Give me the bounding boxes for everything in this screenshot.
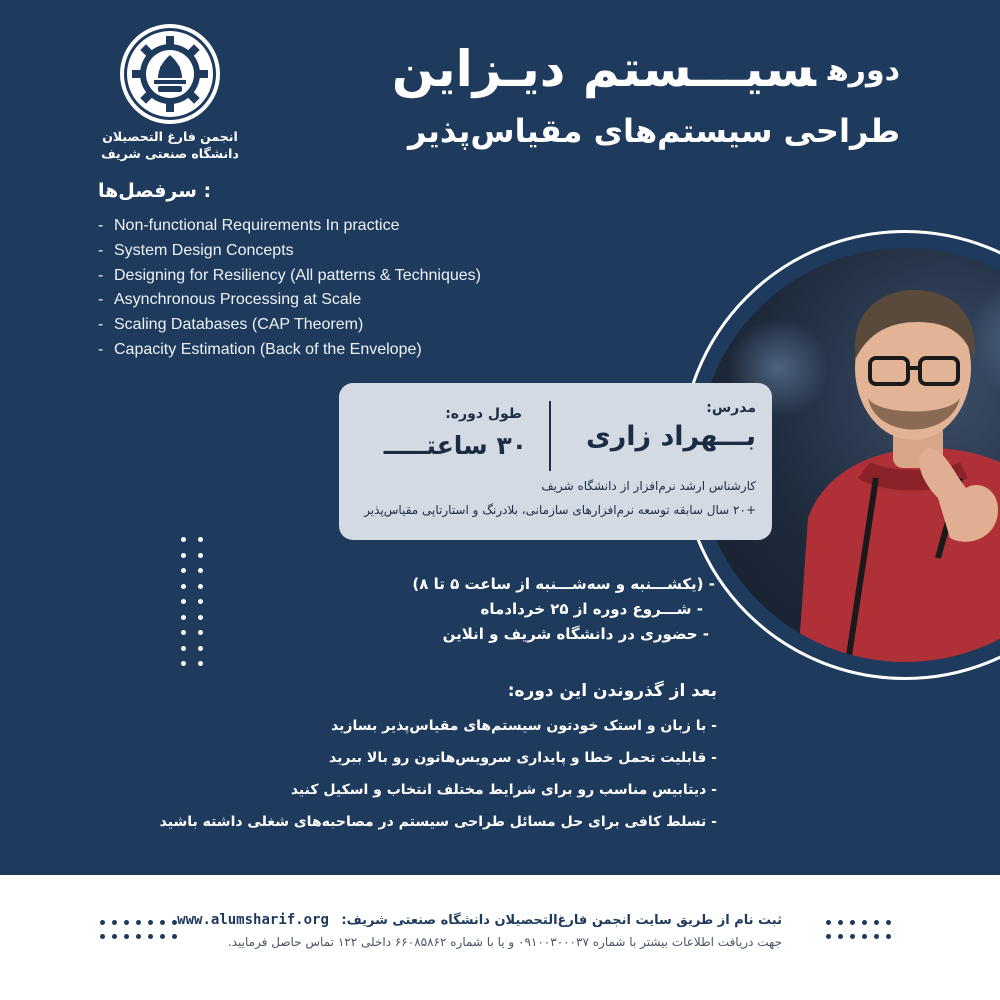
registration-label: ثبت نام از طریق سایت انجمن فارغ‌التحصیلان دانشگاه صنعتی شریف: [341,913,782,928]
instructor-bio-line2: +۲۰ سال سابقه توسعه نرم‌افزارهای سازمانی، بلادرنگ و استارتاپی مقیاس‌پذیر [364,503,756,517]
title-main: سیـــستم دیـزاین [391,40,816,98]
dot-grid-decoration-left [100,920,177,939]
syllabus-item: - Non-functional Requirements In practice [98,215,481,240]
schedule-item: - شـــروع دوره از ۲۵ خردادماه [412,597,703,622]
outcome-item: - قابلیت تحمل خطا و پایداری سرویس‌هاتون رو بالا ببرید [160,748,717,780]
schedule-item: - حضوری در دانشگاه شریف و انلاین [412,622,709,647]
outcomes-heading: بعد از گذروندن این دوره: [507,681,717,701]
syllabus-list [98,215,481,364]
schedule-list [412,572,715,647]
syllabus-item: - Asynchronous Processing at Scale [98,289,481,314]
outcome-item: - دیتابیس مناسب رو برای شرایط مختلف انتخاب و اسکیل کنید [160,780,717,812]
instructor-bio-line1: کارشناس ارشد نرم‌افزار از دانشگاه شریف [541,479,756,493]
duration-label: طول دوره: [445,406,522,422]
card-divider [549,401,551,471]
org-name-line2: دانشگاه صنعتی شریف [101,146,239,161]
outcomes-list [160,716,717,844]
course-subtitle: طراحی سیستم‌های مقیاس‌پذیر [407,112,900,150]
course-title [392,40,900,98]
duration-value: ۳۰ ساعتـــــ [383,431,527,460]
instructor-name: بـــهراد زاری [585,421,756,452]
syllabus-item: - Capacity Estimation (Back of the Envelope) [98,339,481,364]
title-prefix: دوره [827,53,900,88]
dot-grid-decoration [181,537,203,666]
instructor-card [339,383,772,540]
outcome-item: - تسلط کافی برای حل مسائل طراحی سیستم در مصاحبه‌های شغلی داشته باشید [160,812,717,844]
sharif-emblem-icon [118,22,222,126]
outcome-item: - با زبان و استک خودتون سیستم‌های مقیاس‌پذیر بسازید [160,716,717,748]
contact-text: جهت دریافت اطلاعات بیشتر با شماره ۰۹۱۰۰۳۰۰۰۳۷ و یا با شماره ۶۶۰۸۵۸۶۲ داخلی ۱۲۲ تماس حاصل فرمایید. [227,935,782,949]
schedule-item: - (یکشـــنبه و سه‌شـــنبه از ساعت ۵ تا ۸) [412,572,715,597]
website-link[interactable]: www.alumsharif.org [177,912,329,928]
syllabus-item: - System Design Concepts [98,240,481,265]
dot-grid-decoration-right [826,920,891,939]
registration-text [177,912,782,928]
syllabus-item: - Designing for Resiliency (All patterns & Techniques) [98,265,481,290]
footer [0,875,1000,1000]
org-name [80,128,260,162]
org-name-line1: انجمن فارغ التحصیلان [102,129,238,144]
syllabus-item: - Scaling Databases (CAP Theorem) [98,314,481,339]
syllabus-heading: : سرفصل‌ها [98,180,212,202]
instructor-label: مدرس: [706,400,756,416]
